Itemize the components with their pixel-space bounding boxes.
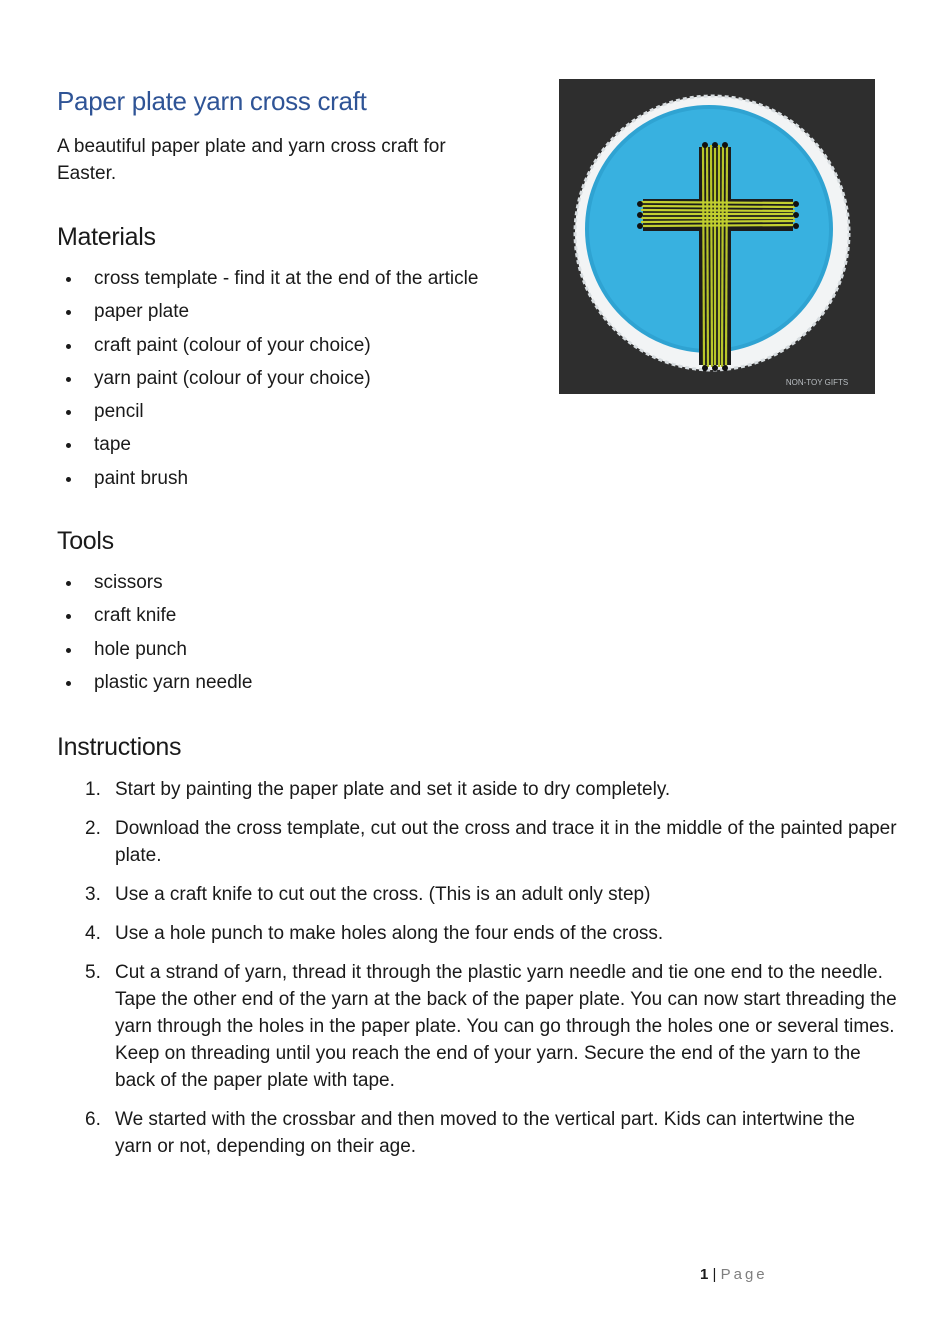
step-text: Start by painting the paper plate and set it aside to dry completely.: [115, 779, 671, 800]
instruction-step: [57, 815, 897, 869]
photo-watermark: NON-TOY GIFTS: [785, 378, 849, 387]
instruction-step: [57, 881, 897, 908]
list-item: paint brush: [57, 468, 478, 501]
list-item: yarn paint (colour of your choice): [57, 368, 478, 401]
step-number: 6.: [85, 1109, 101, 1130]
step-number: 1.: [85, 779, 101, 800]
instruction-step: [57, 920, 897, 947]
tools-list: [57, 572, 252, 705]
step-text: Use a craft knife to cut out the cross. (This is an adult only step): [115, 884, 651, 905]
page-label: Page: [720, 1266, 768, 1283]
instructions-list: [57, 776, 897, 1172]
step-text: Download the cross template, cut out the cross and trace it in the middle of the painted paper plate.: [115, 818, 897, 866]
instruction-step: [57, 1106, 897, 1160]
list-item: craft paint (colour of your choice): [57, 335, 478, 368]
list-item: tape: [57, 434, 478, 467]
step-text: Use a hole punch to make holes along the four ends of the cross.: [115, 923, 664, 944]
list-item: paper plate: [57, 301, 478, 334]
step-number: 4.: [85, 923, 101, 944]
tools-heading: Tools: [57, 527, 114, 555]
instruction-step: [57, 959, 897, 1094]
step-number: 2.: [85, 818, 101, 839]
list-item: pencil: [57, 401, 478, 434]
list-item: cross template - find it at the end of the article: [57, 268, 478, 301]
craft-photo: [559, 79, 875, 394]
page-footer: [700, 1266, 768, 1283]
list-item: scissors: [57, 572, 252, 605]
list-item: craft knife: [57, 605, 252, 638]
step-text: We started with the crossbar and then moved to the vertical part. Kids can intertwine the yarn or not, depending on their age.: [115, 1109, 855, 1157]
page-number: 1: [700, 1266, 709, 1283]
step-number: 3.: [85, 884, 101, 905]
footer-separator: |: [712, 1266, 717, 1283]
list-item: hole punch: [57, 639, 252, 672]
step-text: Cut a strand of yarn, thread it through the plastic yarn needle and tie one end to the needle. Tape the other end of the yarn at the back of the paper plate. You can now start threading the yarn through the holes in the paper plate. You can go through the holes one or several times. Keep on threading until you reach the end of your yarn. Secure the end of the yarn to the back of the paper plate with tape.: [115, 962, 897, 1091]
page-title: Paper plate yarn cross craft: [57, 86, 367, 116]
intro-paragraph: A beautiful paper plate and yarn cross craft for Easter.: [57, 136, 446, 184]
instructions-heading: Instructions: [57, 733, 182, 761]
materials-list: [57, 268, 478, 501]
materials-heading: Materials: [57, 223, 156, 251]
list-item: plastic yarn needle: [57, 672, 252, 705]
instruction-step: [57, 776, 897, 803]
step-number: 5.: [85, 962, 101, 983]
